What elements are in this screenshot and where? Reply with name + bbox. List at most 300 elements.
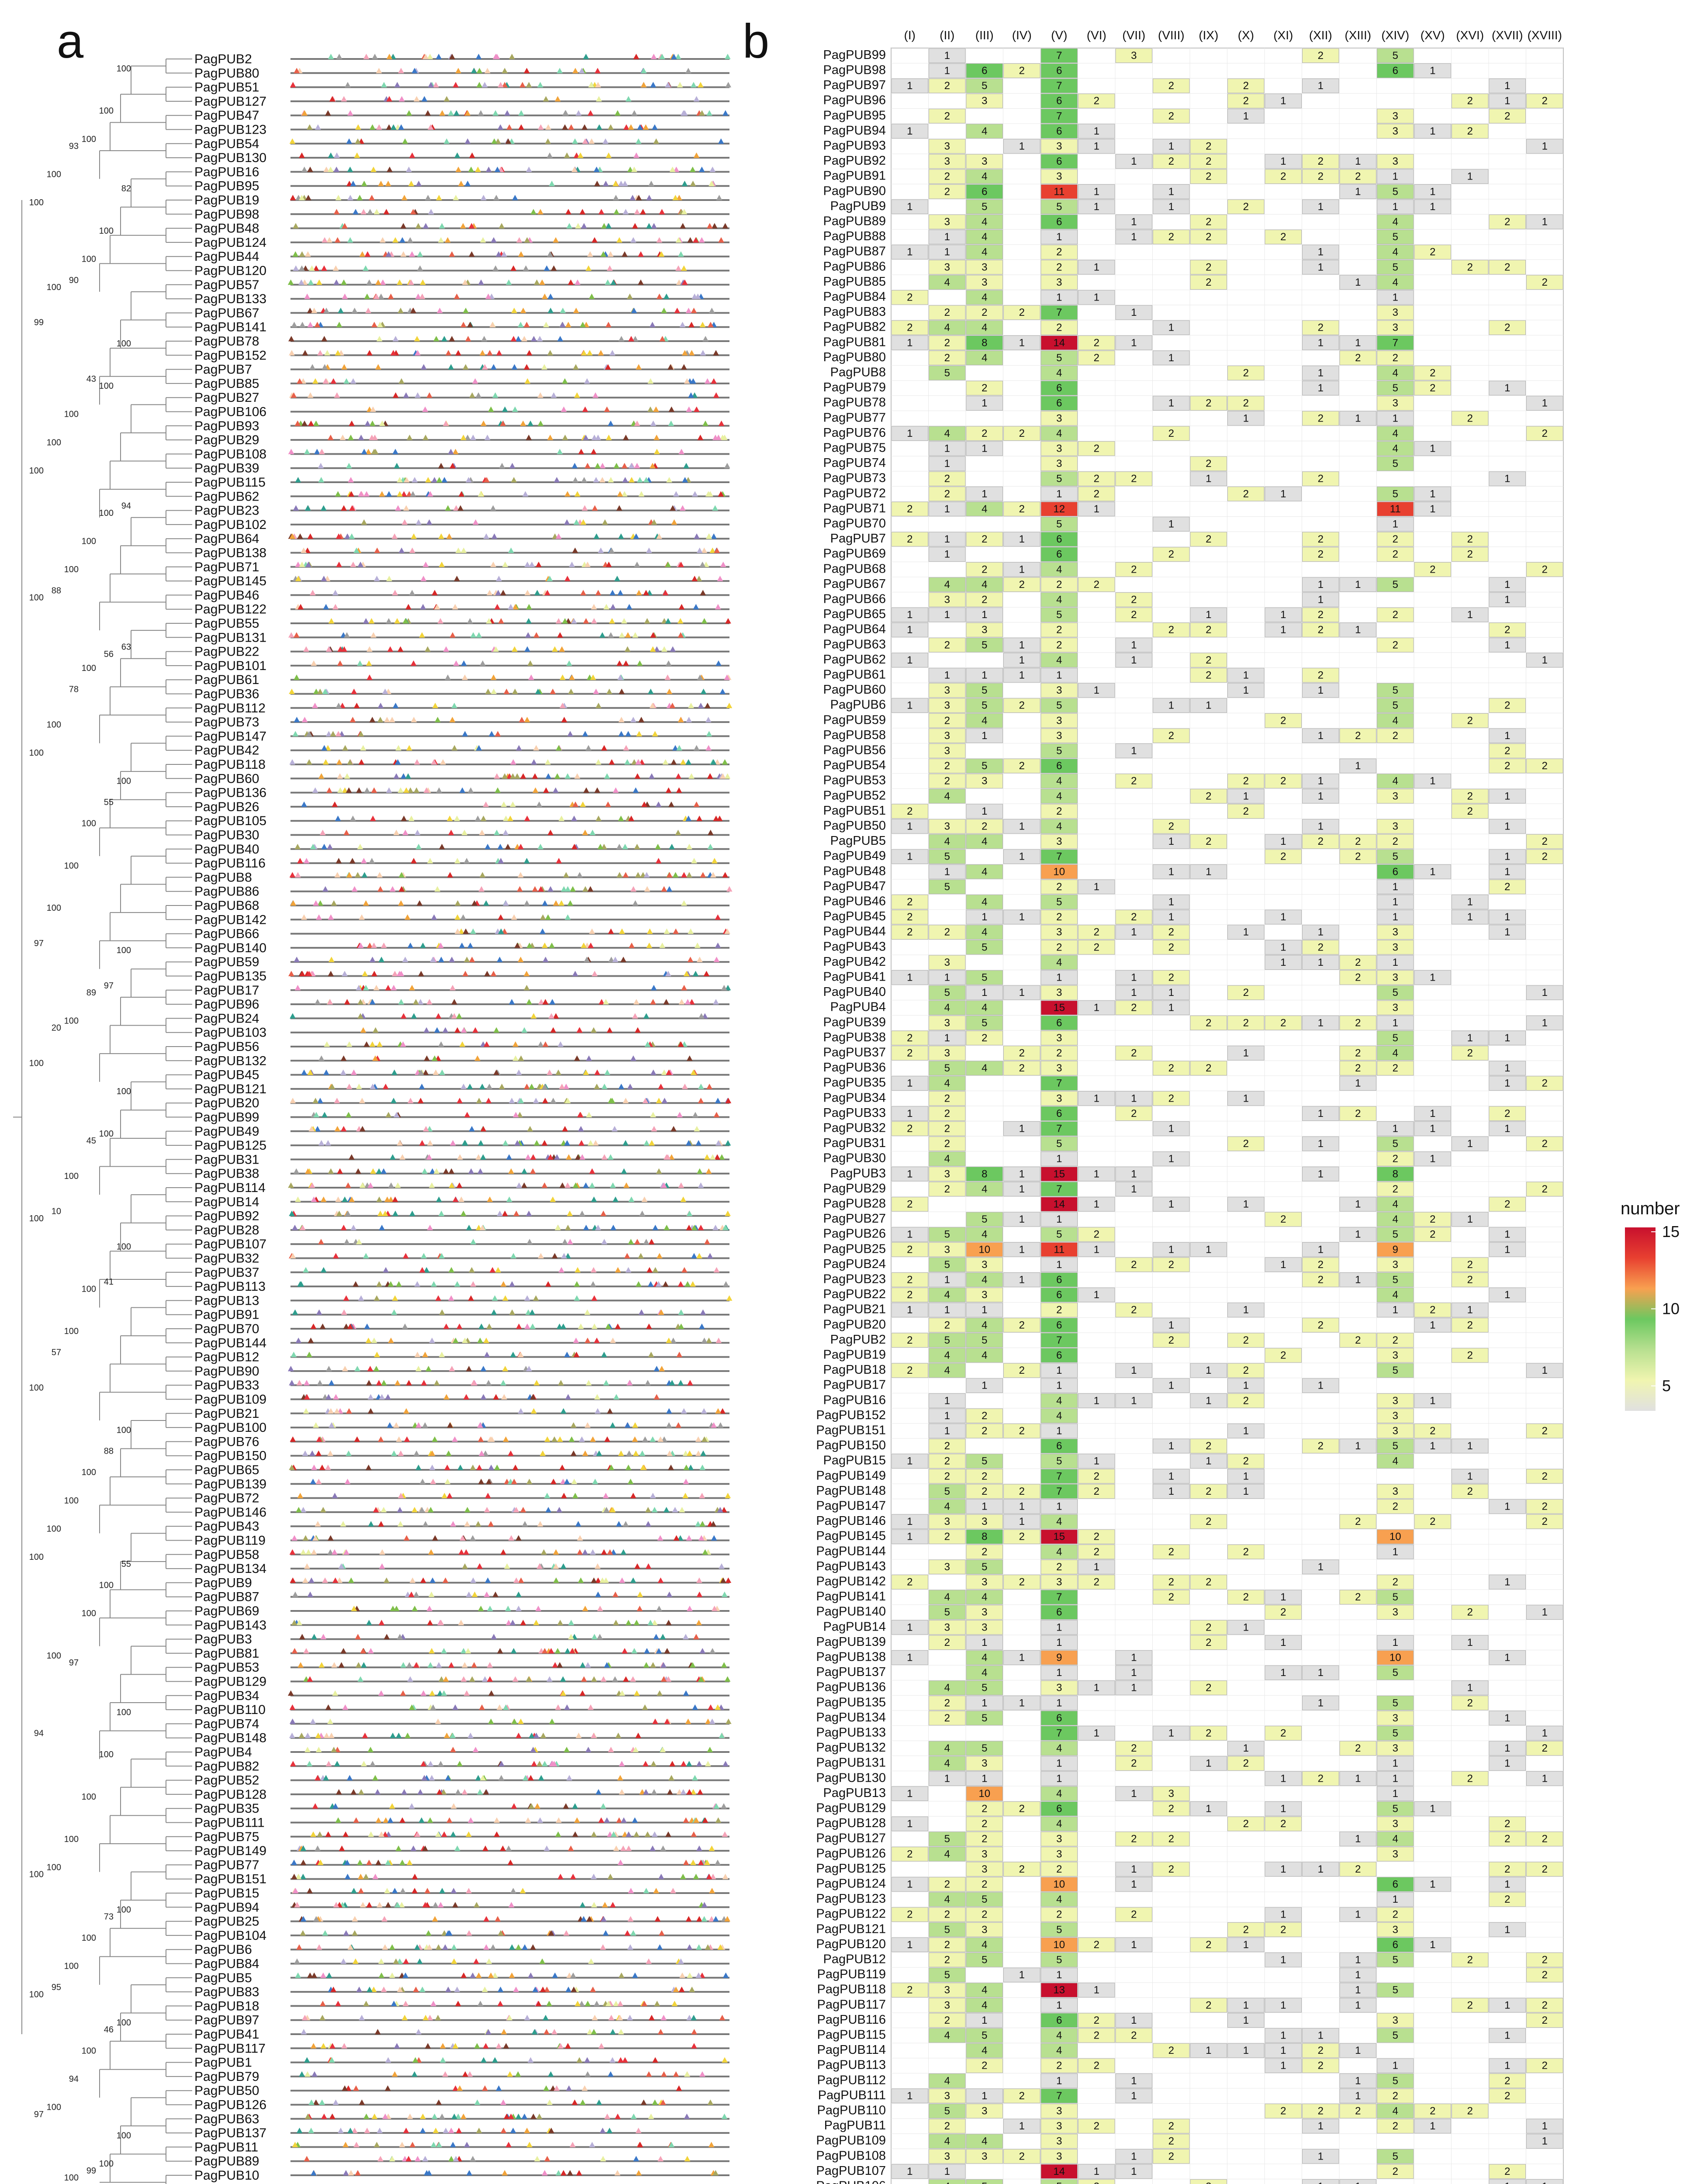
cell-value: 6 — [1056, 125, 1062, 137]
cell-value: 2 — [1093, 473, 1099, 485]
cell-value: 2 — [1168, 427, 1174, 439]
cell-value: 2 — [1168, 80, 1174, 92]
gene-label-pagpub69: PagPUB69 — [194, 1604, 259, 1618]
row-label: PagPUB76 — [823, 425, 886, 440]
gene-label-pagpub135: PagPUB135 — [194, 969, 267, 984]
gene-label-pagpub17: PagPUB17 — [194, 983, 259, 998]
cell-value: 3 — [1056, 412, 1062, 425]
row-label: PagPUB92 — [823, 154, 886, 168]
gene-label-pagpub14: PagPUB14 — [194, 1195, 259, 1209]
gene-label-pagpub75: PagPUB75 — [194, 1829, 259, 1844]
column-header: (VII) — [1122, 28, 1146, 42]
row-label: PagPUB90 — [823, 184, 886, 198]
cell-value: 2 — [1206, 458, 1212, 470]
cell-value: 6 — [1056, 65, 1062, 77]
gene-label-pagpub129: PagPUB129 — [194, 1674, 267, 1689]
cell-value: 6 — [1056, 397, 1062, 409]
bootstrap-value: 100 — [99, 1129, 114, 1139]
bootstrap-value: 100 — [116, 946, 131, 956]
cell-value: 1 — [1093, 125, 1099, 137]
gene-label-pagpub133: PagPUB133 — [194, 292, 267, 307]
gene-label-pagpub77: PagPUB77 — [194, 1858, 259, 1873]
cell-value: 2 — [1392, 533, 1398, 546]
gene-label-pagpub125: PagPUB125 — [194, 1138, 267, 1153]
gene-label-pagpub19: PagPUB19 — [194, 193, 259, 207]
cell-value: 2 — [1504, 216, 1510, 228]
cell-value: 5 — [1392, 186, 1398, 198]
row-label: PagPUB78 — [823, 395, 886, 410]
cell-value: 6 — [1056, 216, 1062, 228]
cell-value: 2 — [944, 337, 950, 349]
column-header: (XVI) — [1456, 28, 1484, 42]
row-label: PagPUB99 — [823, 48, 886, 62]
cell-value: 2 — [1542, 276, 1548, 288]
cell-value: 3 — [1392, 321, 1398, 334]
bootstrap-value: 97 — [34, 2109, 44, 2119]
gene-label-pagpub62: PagPUB62 — [194, 489, 259, 504]
column-header: (III) — [975, 28, 994, 42]
cell-value: 4 — [944, 427, 950, 439]
gene-label-pagpub80: PagPUB80 — [194, 66, 259, 81]
bootstrap-value: 100 — [99, 1750, 114, 1760]
gene-label-pagpub98: PagPUB98 — [194, 207, 259, 222]
cell-value: 2 — [944, 473, 950, 485]
cell-value: 2 — [944, 186, 950, 198]
cell-value: 1 — [907, 80, 913, 92]
gene-label-pagpub90: PagPUB90 — [194, 1364, 259, 1379]
cell-value: 2 — [1168, 110, 1174, 122]
row-label: PagPUB87 — [823, 244, 886, 259]
cell-value: 3 — [1056, 458, 1062, 470]
bootstrap-value: 73 — [104, 1912, 114, 1922]
bootstrap-value: 100 — [29, 1990, 44, 2000]
bootstrap-value: 100 — [99, 106, 114, 116]
bootstrap-value: 94 — [69, 2074, 79, 2084]
cell-value: 3 — [944, 156, 950, 168]
cell-value: 2 — [1317, 533, 1324, 546]
bootstrap-value: 100 — [46, 1651, 61, 1661]
bootstrap-value: 82 — [121, 183, 131, 194]
cell-value: 2 — [1243, 397, 1249, 409]
cell-value: 2 — [1280, 231, 1286, 243]
column-header: (IV) — [1012, 28, 1032, 42]
bootstrap-value: 100 — [99, 381, 114, 391]
cell-value: 2 — [1467, 533, 1473, 546]
row-label: PagPUB96 — [823, 93, 886, 107]
gene-label-pagpub94: PagPUB94 — [194, 1900, 259, 1915]
cell-value: 7 — [1392, 337, 1398, 349]
cell-value: 1 — [1317, 200, 1324, 213]
cell-value: 1 — [1355, 276, 1361, 288]
cell-value: 1 — [1317, 80, 1324, 92]
gene-label-pagpub107: PagPUB107 — [194, 1237, 267, 1252]
gene-label-pagpub63: PagPUB63 — [194, 2111, 259, 2126]
bootstrap-value: 100 — [116, 64, 131, 74]
cell-value: 4 — [1056, 427, 1062, 439]
cell-value: 3 — [1131, 49, 1137, 62]
cell-value: 2 — [1206, 533, 1212, 546]
gene-label-pagpub12: PagPUB12 — [194, 1350, 259, 1365]
gene-label-pagpub45: PagPUB45 — [194, 1068, 259, 1082]
row-label: PagPUB74 — [823, 456, 886, 470]
cell-value: 1 — [944, 503, 950, 515]
row-label: PagPUB71 — [823, 501, 886, 515]
gene-label-pagpub51: PagPUB51 — [194, 80, 259, 95]
cell-value: 2 — [1467, 125, 1473, 137]
gene-label-pagpub79: PagPUB79 — [194, 2069, 259, 2084]
gene-label-pagpub103: PagPUB103 — [194, 1025, 267, 1040]
cell-value: 2 — [1019, 427, 1025, 439]
bootstrap-value: 100 — [29, 1213, 44, 1223]
bootstrap-value: 100 — [46, 438, 61, 448]
cell-value: 4 — [1056, 367, 1062, 379]
bootstrap-value: 100 — [46, 2102, 61, 2112]
bootstrap-value: 100 — [29, 1058, 44, 1068]
gene-label-pagpub114: PagPUB114 — [194, 1181, 266, 1195]
gene-label-pagpub61: PagPUB61 — [194, 673, 259, 688]
cell-value: 2 — [1206, 170, 1212, 183]
bootstrap-value: 100 — [64, 1171, 79, 1181]
gene-label-pagpub30: PagPUB30 — [194, 828, 259, 843]
gene-label-pagpub35: PagPUB35 — [194, 1801, 259, 1816]
bootstrap-value: 43 — [86, 374, 96, 384]
cell-value: 2 — [1392, 352, 1398, 364]
cell-value: 1 — [1093, 503, 1099, 515]
gene-label-pagpub27: PagPUB27 — [194, 390, 259, 405]
gene-label-pagpub104: PagPUB104 — [194, 1928, 267, 1943]
cell-value: 2 — [1056, 321, 1062, 334]
bootstrap-value: 100 — [81, 2046, 96, 2056]
cell-value: 4 — [982, 216, 988, 228]
cell-value: 4 — [982, 231, 988, 243]
cell-value: 2 — [944, 80, 950, 92]
gene-label-pagpub16: PagPUB16 — [194, 165, 259, 180]
column-header: (I) — [904, 28, 916, 42]
bootstrap-value: 100 — [64, 1834, 79, 1844]
gene-label-pagpub110: PagPUB110 — [194, 1703, 266, 1717]
cell-value: 3 — [1392, 156, 1398, 168]
cell-value: 1 — [1243, 110, 1249, 122]
cell-value: 2 — [1243, 488, 1249, 500]
row-label: PagPUB86 — [823, 259, 886, 274]
bootstrap-value: 100 — [64, 1496, 79, 1506]
cell-value: 4 — [944, 321, 950, 334]
row-label: PagPUB91 — [823, 169, 886, 183]
gene-label-pagpub140: PagPUB140 — [194, 940, 267, 955]
cell-value: 1 — [944, 442, 950, 455]
cell-value: 1 — [1056, 291, 1062, 304]
cell-value: 6 — [1056, 95, 1062, 107]
gene-label-pagpub131: PagPUB131 — [194, 630, 267, 645]
cell-value: 7 — [1056, 110, 1062, 122]
cell-value: 4 — [982, 321, 988, 334]
cell-value: 2 — [1542, 427, 1548, 439]
bootstrap-value: 100 — [29, 1870, 44, 1880]
cell-value: 1 — [1280, 488, 1286, 500]
cell-value: 1 — [1392, 412, 1398, 425]
cell-value: 1 — [982, 488, 988, 500]
gene-label-pagpub55: PagPUB55 — [194, 616, 259, 631]
bootstrap-value: 100 — [46, 1863, 61, 1873]
cell-value: 2 — [1467, 95, 1473, 107]
gene-label-pagpub141: PagPUB141 — [194, 320, 267, 335]
cell-value: 1 — [1392, 200, 1398, 213]
gene-label-pagpub8: PagPUB8 — [194, 870, 252, 885]
cell-value: 1 — [1131, 337, 1137, 349]
cell-value: 2 — [1206, 231, 1212, 243]
gene-label-pagpub145: PagPUB145 — [194, 574, 267, 589]
cell-value: 4 — [982, 125, 988, 137]
gene-label-pagpub40: PagPUB40 — [194, 842, 259, 857]
cell-value: 4 — [982, 352, 988, 364]
cell-value: 2 — [1317, 412, 1324, 425]
cell-value: 1 — [907, 246, 913, 258]
cell-value: 1 — [1019, 140, 1025, 152]
gene-label-pagpub83: PagPUB83 — [194, 1985, 259, 2000]
bootstrap-value: 97 — [104, 981, 114, 991]
gene-label-pagpub60: PagPUB60 — [194, 771, 259, 786]
cell-value: 1 — [1542, 397, 1548, 409]
gene-label-pagpub85: PagPUB85 — [194, 376, 259, 391]
cell-value: 1 — [1168, 518, 1174, 530]
cell-value: 3 — [982, 276, 988, 288]
bootstrap-value: 97 — [34, 938, 44, 948]
cell-value: 14 — [1053, 337, 1065, 349]
cell-value: 1 — [1093, 186, 1099, 198]
cell-value: 1 — [944, 533, 950, 546]
column-header: (IX) — [1199, 28, 1219, 42]
cell-value: 1 — [1430, 200, 1436, 213]
gene-label-pagpub87: PagPUB87 — [194, 1590, 259, 1604]
gene-label-pagpub111: PagPUB111 — [194, 1815, 265, 1830]
cell-value: 2 — [1243, 367, 1249, 379]
cell-value: 3 — [944, 261, 950, 273]
cell-value: 1 — [1430, 488, 1436, 500]
cell-value: 1 — [944, 65, 950, 77]
bootstrap-value: 100 — [81, 663, 96, 674]
gene-label-pagpub20: PagPUB20 — [194, 1096, 259, 1111]
bootstrap-value: 95 — [51, 1983, 61, 1993]
cell-value: 3 — [944, 216, 950, 228]
cell-value: 2 — [1317, 49, 1324, 62]
gene-label-pagpub149: PagPUB149 — [194, 1844, 267, 1859]
bootstrap-value: 100 — [64, 1327, 79, 1337]
gene-label-pagpub56: PagPUB56 — [194, 1040, 259, 1054]
gene-label-pagpub100: PagPUB100 — [194, 1420, 267, 1435]
gene-label-pagpub13: PagPUB13 — [194, 1293, 259, 1308]
gene-label-pagpub118: PagPUB118 — [194, 757, 266, 772]
cell-value: 2 — [944, 352, 950, 364]
row-label: PagPUB98 — [823, 63, 886, 77]
bootstrap-value: 100 — [81, 1284, 96, 1294]
gene-label-pagpub108: PagPUB108 — [194, 447, 267, 462]
cell-value: 4 — [1392, 246, 1398, 258]
cell-value: 1 — [1430, 442, 1436, 455]
cell-value: 2 — [907, 321, 913, 334]
bootstrap-value: 100 — [29, 748, 44, 758]
gene-label-pagpub64: PagPUB64 — [194, 532, 259, 546]
column-header: (V) — [1051, 28, 1068, 42]
bootstrap-value: 100 — [64, 564, 79, 574]
row-label: PagPUB7 — [830, 532, 886, 546]
cell-value: 1 — [1131, 156, 1137, 168]
cell-value: 1 — [1317, 382, 1324, 394]
bootstrap-value: 100 — [29, 466, 44, 476]
column-header: (XI) — [1273, 28, 1293, 42]
column-header: (XII) — [1309, 28, 1332, 42]
bootstrap-value: 100 — [81, 134, 96, 144]
bootstrap-value: 97 — [69, 1658, 79, 1668]
gene-label-pagpub25: PagPUB25 — [194, 1914, 259, 1929]
cell-value: 12 — [1053, 503, 1065, 515]
gene-label-pagpub1: PagPUB1 — [194, 2055, 252, 2070]
cell-value: 2 — [1093, 337, 1099, 349]
cell-value: 2 — [1056, 246, 1062, 258]
gene-label-pagpub151: PagPUB151 — [194, 1872, 267, 1887]
gene-label-pagpub105: PagPUB105 — [194, 814, 267, 829]
cell-value: 1 — [1168, 321, 1174, 334]
cell-value: 2 — [1019, 307, 1025, 319]
cell-value: 7 — [1056, 80, 1062, 92]
cell-value: 2 — [1430, 367, 1436, 379]
gene-label-pagpub112: PagPUB112 — [194, 701, 266, 715]
cell-value: 1 — [1317, 246, 1324, 258]
cell-value: 5 — [1056, 352, 1062, 364]
cell-value: 2 — [1504, 261, 1510, 273]
cell-value: 7 — [1056, 49, 1062, 62]
cell-value: 1 — [1243, 412, 1249, 425]
cell-value: 3 — [982, 261, 988, 273]
gene-label-pagpub144: PagPUB144 — [194, 1336, 267, 1351]
gene-label-pagpub47: PagPUB47 — [194, 108, 259, 123]
bootstrap-value: 100 — [46, 169, 61, 180]
row-label: PagPUB70 — [823, 516, 886, 531]
cell-value: 1 — [1093, 261, 1099, 273]
cell-value: 4 — [944, 276, 950, 288]
column-header: (VI) — [1086, 28, 1106, 42]
bootstrap-value: 90 — [69, 275, 79, 285]
column-header: (XVII) — [1491, 28, 1523, 42]
cell-value: 2 — [1430, 246, 1436, 258]
gene-label-pagpub86: PagPUB86 — [194, 884, 259, 899]
gene-label-pagpub148: PagPUB148 — [194, 1731, 267, 1745]
cell-value: 5 — [944, 367, 950, 379]
gene-label-pagpub24: PagPUB24 — [194, 1011, 259, 1026]
gene-label-pagpub95: PagPUB95 — [194, 179, 259, 194]
cell-value: 3 — [1392, 397, 1398, 409]
gene-label-pagpub119: PagPUB119 — [194, 1533, 266, 1548]
cell-value: 1 — [1504, 382, 1510, 394]
gene-label-pagpub2: PagPUB2 — [194, 52, 252, 66]
cell-value: 5 — [982, 200, 988, 213]
bootstrap-value: 100 — [116, 1425, 131, 1435]
bootstrap-value: 100 — [116, 776, 131, 786]
cell-value: 1 — [1131, 231, 1137, 243]
gene-label-pagpub26: PagPUB26 — [194, 799, 259, 814]
column-header: (XIII) — [1345, 28, 1372, 42]
row-label: PagPUB85 — [823, 274, 886, 289]
cell-value: 2 — [1206, 261, 1212, 273]
cell-value: 1 — [1019, 337, 1025, 349]
row-label: PagPUB82 — [823, 320, 886, 334]
gene-label-pagpub142: PagPUB142 — [194, 912, 267, 927]
cell-value: 1 — [944, 458, 950, 470]
cell-value: 4 — [982, 170, 988, 183]
cell-value: 2 — [944, 110, 950, 122]
cell-value: 5 — [1056, 200, 1062, 213]
bootstrap-value: 100 — [99, 1580, 114, 1590]
bootstrap-value: 45 — [86, 1136, 96, 1146]
cell-value: 1 — [1317, 261, 1324, 273]
cell-value: 5 — [1392, 231, 1398, 243]
cell-value: 4 — [1392, 367, 1398, 379]
cell-value: 2 — [1168, 231, 1174, 243]
gene-label-pagpub123: PagPUB123 — [194, 122, 267, 137]
gene-label-pagpub29: PagPUB29 — [194, 433, 259, 448]
cell-value: 2 — [1206, 397, 1212, 409]
cell-value: 6 — [1392, 65, 1398, 77]
gene-label-pagpub49: PagPUB49 — [194, 1124, 259, 1139]
bootstrap-value: 88 — [51, 586, 61, 596]
cell-value: 4 — [982, 246, 988, 258]
cell-value: 3 — [1392, 125, 1398, 137]
gene-label-pagpub128: PagPUB128 — [194, 1787, 267, 1802]
row-label: PagPUB79 — [823, 380, 886, 395]
gene-label-pagpub106: PagPUB106 — [194, 404, 267, 419]
bootstrap-value: 89 — [86, 988, 96, 998]
cell-value: 2 — [1317, 170, 1324, 183]
cell-value: 1 — [1542, 216, 1548, 228]
cell-value: 3 — [1056, 170, 1062, 183]
cell-value: 2 — [1168, 548, 1174, 560]
bootstrap-value: 100 — [116, 1087, 131, 1097]
gene-label-pagpub46: PagPUB46 — [194, 588, 259, 603]
cell-value: 1 — [1504, 80, 1510, 92]
gene-label-pagpub102: PagPUB102 — [194, 517, 267, 532]
gene-label-pagpub9: PagPUB9 — [194, 1576, 252, 1590]
cell-value: 1 — [1430, 503, 1436, 515]
cell-value: 2 — [944, 488, 950, 500]
column-header: (XIV) — [1381, 28, 1410, 42]
cell-value: 3 — [944, 140, 950, 152]
gene-label-pagpub43: PagPUB43 — [194, 1519, 259, 1534]
cell-value: 6 — [1056, 156, 1062, 168]
bootstrap-value: 100 — [81, 819, 96, 829]
gene-label-pagpub36: PagPUB36 — [194, 687, 259, 702]
column-header: (XVIII) — [1527, 28, 1562, 42]
gene-label-pagpub11: PagPUB11 — [194, 2140, 259, 2155]
cell-value: 1 — [1355, 186, 1361, 198]
gene-label-pagpub134: PagPUB134 — [194, 1562, 267, 1576]
row-label: PagPUB83 — [823, 305, 886, 319]
gene-label-pagpub72: PagPUB72 — [194, 1491, 259, 1506]
gene-label-pagpub143: PagPUB143 — [194, 1618, 267, 1633]
cell-value: 3 — [982, 156, 988, 168]
gene-label-pagpub41: PagPUB41 — [194, 2027, 259, 2042]
bootstrap-value: 100 — [116, 1242, 131, 1252]
cell-value: 2 — [1093, 95, 1099, 107]
cell-value: 1 — [1355, 156, 1361, 168]
cell-value: 1 — [1280, 95, 1286, 107]
cell-value: 2 — [982, 307, 988, 319]
cell-value: 5 — [982, 80, 988, 92]
gene-label-pagpub4: PagPUB4 — [194, 1745, 252, 1759]
cell-value: 1 — [1355, 412, 1361, 425]
cell-value: 4 — [982, 291, 988, 304]
cell-value: 2 — [1504, 321, 1510, 334]
bootstrap-value: 100 — [46, 1524, 61, 1534]
row-label: PagPUB94 — [823, 123, 886, 138]
